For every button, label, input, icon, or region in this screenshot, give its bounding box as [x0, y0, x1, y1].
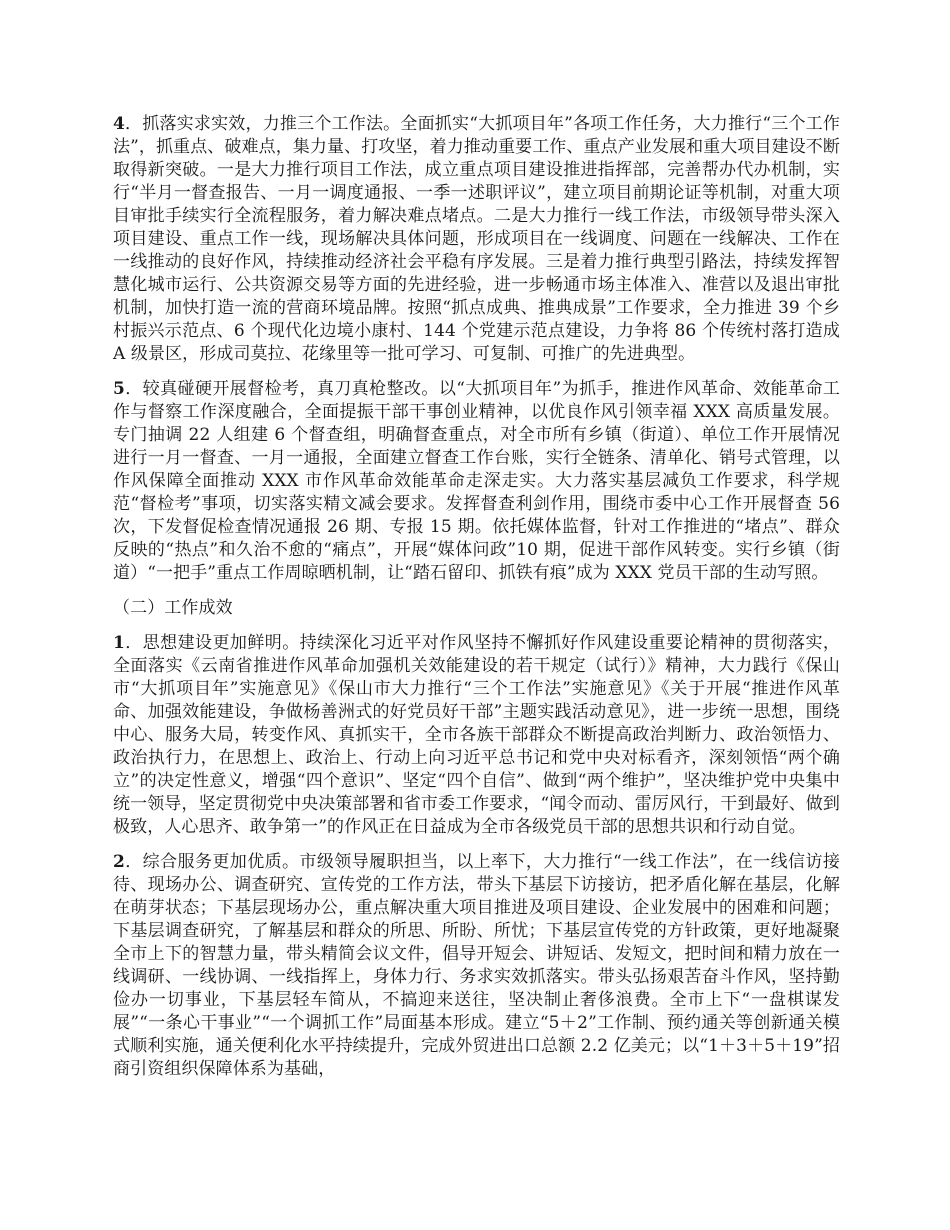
- paragraph-text: ．抓落实求实效，力推三个工作法。全面抓实“大抓项目年”各项工作任务，大力推行“三个工作法”，抓重点、破难点，集力量、打攻坚，着力推动重要工作、重点产业发展和重大项目建设不断取得新突破。一是大力推行项目工作法，成立重点项目建设推进指挥部，完善帮办代办机制，实行“半月一督查报告、一月一调度通报、一季一述职评议”，建立项目前期论证等机制，对重大项目审批手续实行全流程服务，着力解决难点堵点。二是大力推行一线工作法，市级领导带头深入项目建设、重点工作一线，现场解决具体问题，形成项目在一线调度、问题在一线解决、工作在一线推动的良好作风，持续推动经济社会平稳有序发展。三是着力推行典型引路法，持续发挥智慧化城市运行、公共资源交易等方面的先进经验，进一步畅通市场主体准入、准营以及退出审批机制，加快打造一流的营商环境品牌。按照“抓点成典、推典成景”工作要求，全力推进 39 个乡村振兴示范点、6 个现代化边境小康村、144 个党建示范点建设，力争将 86 个传统村落打造成 A 级景区，形成司莫拉、花缘里等一批可学习、可复制、可推广的先进典型。: [113, 114, 840, 364]
- paragraph-4-implementation: [113, 113, 840, 366]
- paragraph-1-ideological: [113, 632, 840, 839]
- document-page: [113, 113, 840, 1093]
- paragraph-number: 1: [113, 633, 125, 653]
- paragraph-number: 2: [113, 852, 125, 872]
- paragraph-text: ．思想建设更加鲜明。持续深化习近平对作风坚持不懈抓好作风建设重要论精神的贯彻落实，全面落实《云南省推进作风革命加强机关效能建设的若干规定（试行）》精神，大力践行《保山市“大抓项目年”实施意见》《保山市大力推行“三个工作法”实施意见》《关于开展“推进作风革命、加强效能建设，争做杨善洲式的好党员好干部”主题实践活动意见》，进一步统一思想，围绕中心、服务大局，转变作风、真抓实干，全市各族干部群众不断提高政治判断力、政治领悟力、政治执行力，在思想上、政治上、行动上向习近平总书记和党中央对标看齐，深刻领悟“两个确立”的决定性意义，增强“四个意识”、坚定“四个自信”、做到“两个维护”，坚决维护党中央集中统一领导，坚定贯彻党中央决策部署和省市委工作要求，“闻令而动、雷厉风行，干到最好、做到极致，人心思齐、敢争第一”的作风正在日益成为全市各级党员干部的思想共识和行动自觉。: [113, 633, 840, 837]
- paragraph-2-service: [113, 851, 840, 1081]
- paragraph-text: ．综合服务更加优质。市级领导履职担当，以上率下，大力推行“一线工作法”，在一线信访接待、现场办公、调查研究、宣传党的工作方法，带头下基层下访接访，把矛盾化解在基层，化解在萌芽状态；下基层现场办公，重点解决重大项目推进及项目建设、企业发展中的困难和问题；下基层调查研究，了解基层和群众的所思、所盼、所忧；下基层宣传党的方针政策，更好地凝聚全市上下的智慧力量，带头精简会议文件，倡导开短会、讲短话、发短文，把时间和精力放在一线调研、一线协调、一线指挥上，身体力行、务求实效抓落实。带头弘扬艰苦奋斗作风，坚持勤俭办一切事业，下基层轻车简从，不搞迎来送往，坚决制止奢侈浪费。全市上下“一盘棋谋发展”“一条心干事业”“一个调抓工作”局面基本形成。建立“5＋2”工作制、预约通关等创新通关模式顺利实施，通关便利化水平持续提升，完成外贸进出口总额 2.2 亿美元；以“1＋3＋5＋19”招商引资组织保障体系为基础，: [113, 852, 840, 1079]
- section-heading-work-results: （二）工作成效: [113, 598, 233, 618]
- paragraph-5-inspection: [113, 378, 840, 585]
- paragraph-text: ．较真碰硬开展督检考，真刀真枪整改。以“大抓项目年”为抓手，推进作风革命、效能革命工作与督察工作深度融合，全面提振干部干事创业精神，以优良作风引领幸福 XXX 高质量发展。专门抽调 22 人组建 6 个督查组，明确督查重点，对全市所有乡镇（街道）、单位工作开展情况进行一月一督查、一月一通报，全面建立督查工作台账，实行全链条、清单化、销号式管理，以作风保障全面推动 XXX 市作风革命效能革命走深走实。大力落实基层减负工作要求，科学规范“督检考”事项，切实落实精文减会要求。发挥督查利剑作用，围绕市委中心工作开展督查 56 次，下发督促检查情况通报 26 期、专报 15 期。依托媒体监督，针对工作推进的“堵点”、群众反映的“热点”和久治不愈的“痛点”，开展“媒体问政”10 期，促进干部作风转变。实行乡镇（街道）“一把手”重点工作周晾晒机制，让“踏石留印、抓铁有痕”成为 XXX 党员干部的生动写照。: [113, 379, 840, 583]
- paragraph-number: 5: [113, 379, 125, 399]
- paragraph-number: 4: [113, 114, 125, 134]
